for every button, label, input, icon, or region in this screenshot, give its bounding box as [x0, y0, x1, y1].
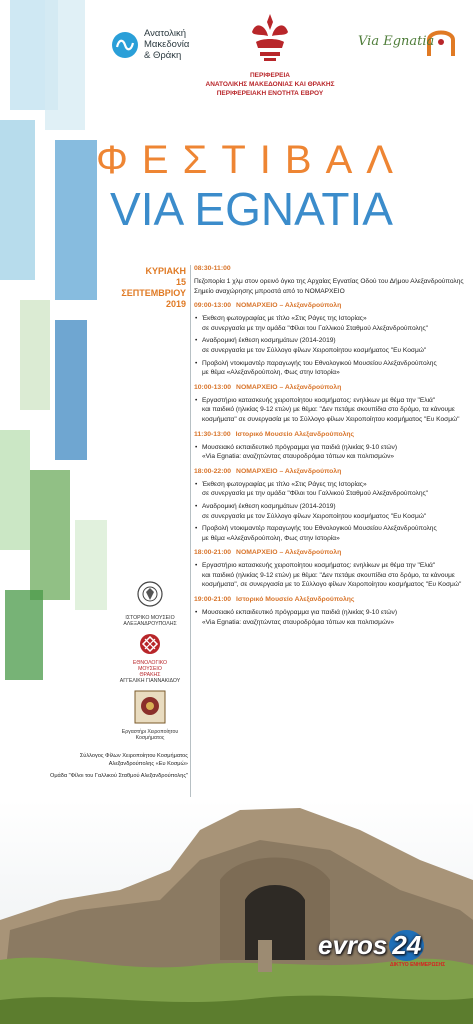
region-logo-line: & Θράκη	[144, 50, 182, 61]
program-item	[194, 277, 470, 296]
ethno-museum-logo	[112, 633, 188, 684]
program-block	[194, 548, 470, 590]
ethno-museum-line: ΘΡΑΚΗΣ	[139, 672, 161, 678]
item-line: • Προβολή ντοκιμαντέρ παραγωγής του Εθνολογικού Μουσείου Αλεξανδρούπολης	[202, 359, 437, 367]
time-range: 08:30-11:00	[194, 265, 231, 272]
item-line: «Via Egnatia: αναζητώντας σταυροδρόμια τόπων και πολιτισμών»	[202, 618, 395, 626]
time-range: 09:00-13:00	[194, 302, 232, 310]
historic-museum-name: ΙΣΤΟΡΙΚΟ ΜΟΥΣΕΙΟ	[125, 615, 175, 621]
item-line: με θέμα «Αλεξανδρούπολη, Φως στην Ιστορία»	[202, 369, 340, 377]
ev-kosmo-line: Εργαστήρι Χειροποίητου	[121, 729, 179, 735]
time-range: 10:00-13:00	[194, 383, 232, 391]
item-line: σε συνεργασία με την ομάδα "Φίλοι του Γαλλικού Σταθμού Αλεξανδρούπολης"	[202, 490, 429, 498]
historic-museum-city: ΑΛΕΞΑΝΔΡΟΥΠΟΛΗΣ	[123, 621, 177, 627]
date-date: 15 ΣΕΠΤΕΜΒΡΙΟΥ	[121, 277, 186, 298]
ethno-museum-sub: ΑΓΓΕΛΙΚΗ ΓΙΑΝΝΑΚΙΔΟΥ	[119, 678, 181, 684]
program-time	[194, 264, 470, 274]
program-item	[194, 524, 470, 543]
item-line: κοσμήματα" σε συνεργασία με το Σύλλογο φίλων Χειροποίητου κοσμήματος "Ευ Κοσμώ"	[202, 415, 460, 423]
program-block	[194, 595, 470, 627]
event-date	[112, 266, 186, 310]
item-line: και παιδικό (ηλικίας 9-12 ετών) με θέμα: "Δεν πετάμε σκουπίδια στο δρόμο, τα κάνουμε	[202, 571, 455, 579]
date-year: 2019	[165, 299, 186, 309]
item-line: με θέμα «Αλεξανδρούπολη, Φως στην Ιστορία»	[202, 534, 340, 542]
evros-subtitle: ΔΙΚΤΥΟ ΕΝΗΜΕΡΩΣΗΣ	[390, 962, 446, 968]
item-line: «Via Egnatia: αναζητώντας σταυροδρόμια τόπων και πολιτισμών»	[202, 453, 395, 461]
via-logo-text: Via Egnatia	[358, 34, 435, 49]
ev-kosmo-emblem-icon	[134, 690, 166, 724]
program-item	[194, 359, 470, 378]
item-line: σε συνεργασία με την ομάδα "Φίλοι του Γαλλικού Σταθμού Αλεξανδρούπολης"	[202, 324, 429, 332]
time-range: 18:00-22:00	[194, 467, 232, 475]
item-line: • Εργαστήριο κατασκευής χειροποίητου κοσμήματος: ενηλίκων με θέμα την "Ελιά"	[202, 562, 436, 570]
organizers	[0, 752, 188, 780]
item-line: • Αναδρομική έκθεση κοσμημάτων (2014-2019)	[202, 337, 336, 345]
ethno-museum-line: ΕΘΝΟΛΟΓΙΚΟ	[132, 660, 168, 666]
ethno-museum-line: ΜΟΥΣΕΙΟ	[138, 666, 162, 672]
time-place: ΝΟΜΑΡΧΕΙΟ – Αλεξανδρούπολη	[236, 302, 342, 310]
item-line: και παιδικό (ηλικίας 9-12 ετών) με θέμα: "Δεν πετάμε σκουπίδια στο δρόμο, τα κάνουμε	[202, 406, 455, 414]
perifereia-emblem-icon	[242, 10, 298, 66]
program-item	[194, 314, 470, 333]
time-place: ΝΟΜΑΡΧΕΙΟ – Αλεξανδρούπολη	[236, 383, 342, 391]
program-time	[194, 383, 470, 393]
organizer-line: Ομάδα "Φίλοι του Γαλλικού Σταθμού Αλεξανδρούπολης"	[49, 773, 188, 779]
program-item	[194, 396, 470, 425]
program-item	[194, 336, 470, 355]
program-item	[194, 480, 470, 499]
program-item	[194, 608, 470, 627]
program	[194, 264, 470, 632]
via-egnatia-logo	[358, 24, 458, 64]
divider-line	[190, 265, 191, 797]
historic-museum-emblem-icon	[136, 580, 164, 610]
item-line: Σημείο αναχώρησης μπροστά από το ΝΟΜΑΡΧΕΙΟ	[194, 287, 345, 295]
item-line: • Μουσειακό εκπαιδευτικό πρόγραμμα για παιδιά (ηλικίας 9-10 ετών)	[202, 443, 398, 451]
item-line: Πεζοπορία 1 χλμ στον ορεινό όγκο της Αρχαίας Εγνατίας Οδού του Δήμου Αλεξανδρούπολης	[194, 278, 464, 285]
perifereia-logo	[190, 10, 350, 98]
program-time	[194, 548, 470, 558]
time-place: Ιστορικό Μουσείο Αλεξανδρούπολης	[236, 596, 355, 604]
historic-museum-logo	[112, 580, 188, 627]
program-block	[194, 383, 470, 425]
ethno-museum-emblem-icon	[139, 633, 161, 655]
item-line: • Έκθεση φωτογραφίας με τίτλο «Στις Ράγες της Ιστορίας»	[202, 480, 367, 488]
time-range: 19:00-21:00	[194, 596, 232, 604]
item-line: σε συνεργασία με τον Σύλλογο φίλων Χειροποίητου κοσμήματος "Ευ Κοσμώ"	[202, 512, 427, 520]
perifereia-line: ΑΝΑΤΟΛΙΚΗΣ ΜΑΚΕΔΟΝΙΑΣ ΚΑΙ ΘΡΑΚΗΣ	[205, 81, 335, 88]
item-line: κοσμήματα", σε συνεργασία με το Σύλλογο φίλων Χειροποίητου κοσμήματος "Ευ Κοσμώ"	[202, 581, 462, 589]
ev-kosmo-line: Κοσμήματος	[135, 735, 165, 741]
date-day: ΚΥΡΙΑΚΗ	[145, 266, 186, 276]
organizer-line: Αλεξανδρούπολης «Ευ Κοσμώ»	[108, 761, 188, 767]
program-block	[194, 301, 470, 378]
program-time	[194, 467, 470, 477]
organizer-line: Σύλλογος Φίλων Χειροποίητου Κοσμήματος	[79, 753, 188, 759]
time-place: Ιστορικό Μουσείο Αλεξανδρούπολης	[235, 430, 355, 438]
program-block	[194, 264, 470, 296]
mosaic-decoration	[0, 0, 120, 700]
amth-region-logo	[112, 28, 189, 61]
program-block	[194, 430, 470, 462]
via-egnatia-title: VIA EGNATIA	[110, 183, 393, 235]
item-line: • Μουσειακό εκπαιδευτικό πρόγραμμα για παιδιά (ηλικίας 9-10 ετών)	[202, 609, 398, 617]
item-line: • Έκθεση φωτογραφίας με τίτλο «Στις Ράγες της Ιστορίας»	[202, 315, 367, 323]
program-time	[194, 301, 470, 311]
region-logo-line: Ανατολική	[144, 28, 187, 39]
item-line: • Προβολή ντοκιμαντέρ παραγωγής του Εθνολογικού Μουσείου Αλεξανδρούπολης	[202, 525, 437, 533]
time-place: ΝΟΜΑΡΧΕΙΟ – Αλεξανδρούπολη	[236, 549, 342, 557]
museum-logos	[112, 580, 188, 747]
evros24-logo	[318, 930, 424, 961]
evros-number: 24	[389, 930, 424, 961]
program-item	[194, 561, 470, 590]
item-line: • Αναδρομική έκθεση κοσμημάτων (2014-2019)	[202, 502, 336, 510]
ancient-ruins-photo	[0, 800, 473, 1024]
program-time	[194, 430, 470, 440]
time-place: ΝΟΜΑΡΧΕΙΟ – Αλεξανδρούπολη	[236, 467, 342, 475]
wave-icon	[112, 32, 138, 58]
item-line: • Εργαστήριο κατασκευής χειροποίητου κοσμήματος: ενηλίκων με θέμα την "Ελιά"	[202, 396, 436, 404]
item-line: σε συνεργασία με τον Σύλλογο φίλων Χειροποίητου κοσμήματος "Ευ Κοσμώ"	[202, 346, 427, 354]
perifereia-line: ΠΕΡΙΦΕΡΕΙΑΚΗ ΕΝΟΤΗΤΑ ΕΒΡΟΥ	[216, 90, 324, 97]
program-block	[194, 467, 470, 544]
ev-kosmo-logo	[112, 690, 188, 741]
time-range: 18:00-21:00	[194, 549, 232, 557]
time-range: 11:30-13:00	[194, 430, 231, 438]
program-time	[194, 595, 470, 605]
festival-title: ΦΕΣΤΙΒΑΛ	[96, 138, 407, 182]
perifereia-line: ΠΕΡΙΦΕΡΕΙΑ	[249, 72, 290, 79]
program-item	[194, 502, 470, 521]
evros-text: evros	[318, 930, 388, 960]
region-logo-line: Μακεδονία	[144, 39, 190, 50]
program-item	[194, 443, 470, 462]
